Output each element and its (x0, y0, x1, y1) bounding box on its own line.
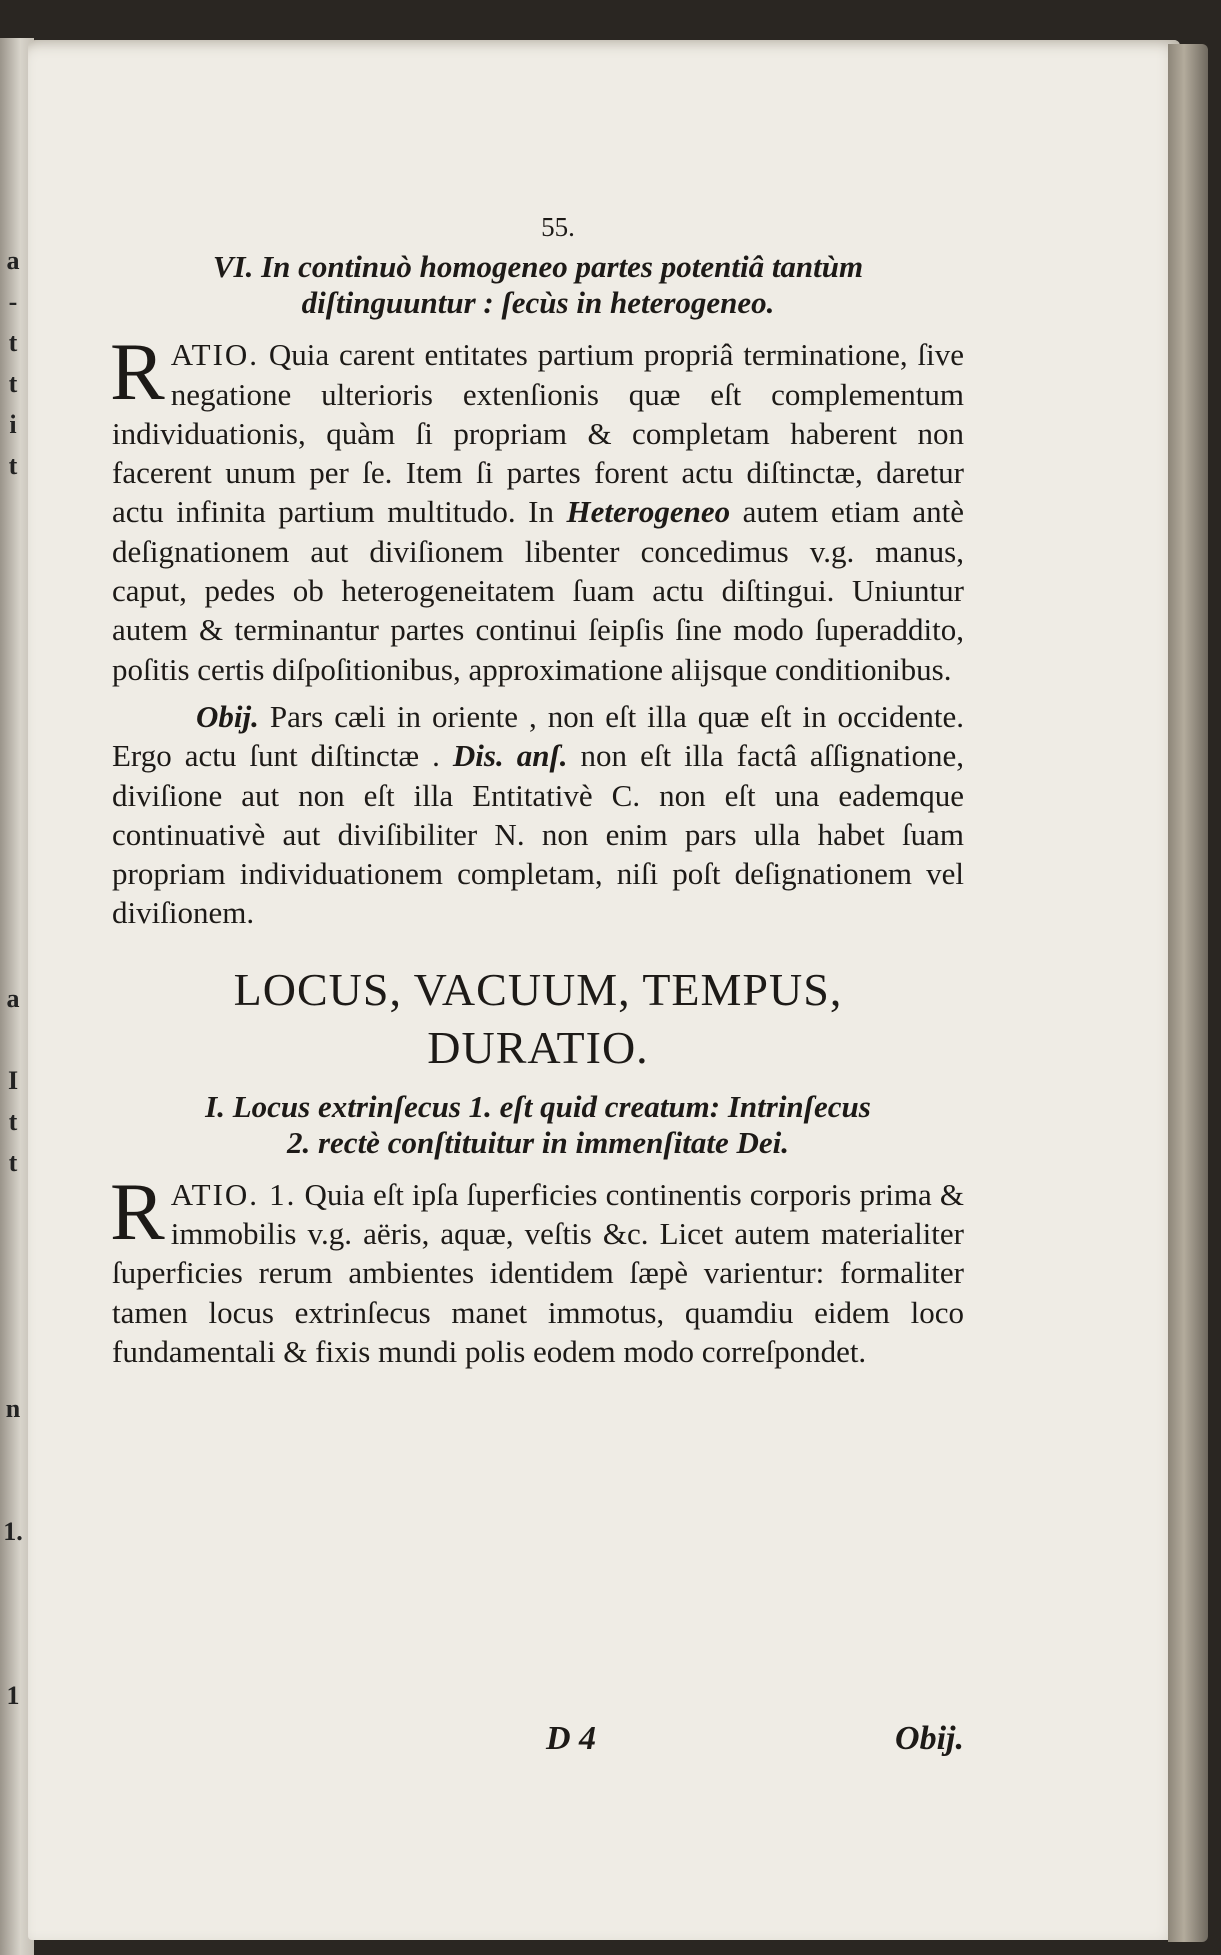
section-heading (112, 961, 964, 1077)
proposition-i-line2: 2. rectè conſtituitur in immenſitate Dei. (286, 1124, 789, 1160)
left-margin-letter: a (6, 984, 20, 1013)
left-margin-letter: i (9, 410, 17, 439)
ratio-text-1b: autem etiam antè deſignationem aut diviſionem libenter concedimus v.g. manus, caput, pedes ob heterogeneitatem ſuam actu diſtingui. Uniuntur autem & terminantur partes continui ſeipſis ſine modo ſuperaddito, poſitis certis diſpoſitionibus, approximatione alijsque conditionibus. (112, 494, 964, 687)
left-margin-letter (0, 486, 26, 527)
ratio-paragraph-1 (110, 326, 964, 689)
drop-cap-2: R (110, 1165, 165, 1257)
ratio-paragraph-2 (110, 1165, 965, 1371)
left-margin-letter (0, 773, 26, 814)
proposition-vi-line2: diſtinguuntur : ſecùs in heterogeneo. (301, 285, 775, 321)
section-heading-line1: LOCUS, VACUUM, TEMPUS, (233, 963, 843, 1015)
proposition-vi (112, 249, 964, 321)
left-margin-letter: t (8, 369, 18, 398)
proposition-i-line1: I. Locus extrinſecus 1. eſt quid creatum: Intrinſecus (205, 1088, 871, 1124)
left-margin-letter: t (8, 1148, 18, 1177)
left-margin-letter (0, 609, 26, 650)
left-margin-letter (0, 568, 26, 609)
left-margin-letter (0, 1183, 26, 1224)
left-margin-letter (0, 1019, 26, 1060)
page-stack-edge (1168, 44, 1208, 1942)
drop-cap: R (110, 326, 165, 418)
left-margin-letter: n (5, 1394, 21, 1423)
objection-text-b: non eſt illa factâ aſſignatione, diviſione aut non eſt illa Entitativè C. non eſt una eademque continuativè aut diviſibiliter N. non enim pars ulla habet ſuam propriam individuationem completam, niſi poſt deſignationem vel diviſionem. (112, 738, 965, 931)
signature-mark: D 4 (546, 1720, 597, 1757)
answer-label: Dis. anſ. (452, 738, 568, 774)
left-margin-letter (0, 1347, 26, 1388)
left-margin-letter (0, 1306, 26, 1347)
left-margin-letter (0, 691, 26, 732)
left-page-margin-letters (0, 240, 26, 1800)
left-margin-letter (0, 732, 26, 773)
left-margin-letter: t (8, 451, 18, 480)
section-heading-line2: DURATIO. (427, 1021, 649, 1073)
left-margin-letter (0, 1429, 26, 1470)
left-margin-letter (0, 650, 26, 691)
proposition-vi-line1: VI. In continuò homogeneo partes potentiâ tantùm (212, 249, 864, 285)
ratio-lead-2: ATIO. 1. (170, 1176, 297, 1212)
ratio-text-1a: Quia carent entitates partium propriâ terminatione, ſive negatione ulterioris extenſionis quæ eſt complementum individuationis, quàm ſi propriam & completam haberent non facerent unum per ſe. Item ſi partes forent actu diſtinctæ, daretur actu infinita partium multitudo. In (112, 337, 964, 530)
left-margin-letter (0, 1634, 26, 1675)
left-margin-letter: 1. (3, 1517, 23, 1546)
left-margin-letter (0, 855, 26, 896)
proposition-i (112, 1089, 964, 1161)
left-margin-letter: t (8, 328, 18, 357)
left-margin-letter (0, 896, 26, 937)
left-margin-letter: - (8, 287, 18, 316)
page-number: 55. (541, 212, 575, 242)
left-margin-letter: t (8, 1107, 18, 1136)
objection-label: Obij. (196, 698, 259, 734)
left-margin-letter (0, 1265, 26, 1306)
objection-paragraph (112, 697, 964, 933)
left-margin-letter (0, 1224, 26, 1265)
left-margin-letter: a (6, 246, 20, 275)
catchword: Obij. (895, 1720, 964, 1757)
left-margin-letter: I (7, 1066, 19, 1095)
heterogeneo-word: Heterogeneo (566, 494, 731, 530)
left-margin-letter (0, 814, 26, 855)
ratio-text-2: Quia eſt ipſa ſuperficies continentis corporis prima & immobilis v.g. aëris, aquæ, veſtis &c. Licet autem materialiter ſuperficies rerum ambientes identidem ſæpè varientur: formaliter tamen locus extrinſecus manet immotus, quamdiu eidem loco fundamentali & fixis mundi polis eodem modo correſpondet. (112, 1176, 965, 1369)
page-text-block (112, 208, 964, 1371)
left-margin-letter (0, 1470, 26, 1511)
left-margin-letter: 1 (6, 1681, 20, 1710)
ratio-lead: ATIO. (170, 337, 260, 373)
left-margin-letter (0, 937, 26, 978)
objection-text-a: Pars cæli in oriente , non eſt illa quæ eſt in occidente. Ergo actu ſunt diſtinctæ . (112, 698, 964, 774)
left-margin-letter (0, 1552, 26, 1593)
left-margin-letter (0, 527, 26, 568)
left-margin-letter (0, 1593, 26, 1634)
page-footer (112, 1720, 964, 1770)
